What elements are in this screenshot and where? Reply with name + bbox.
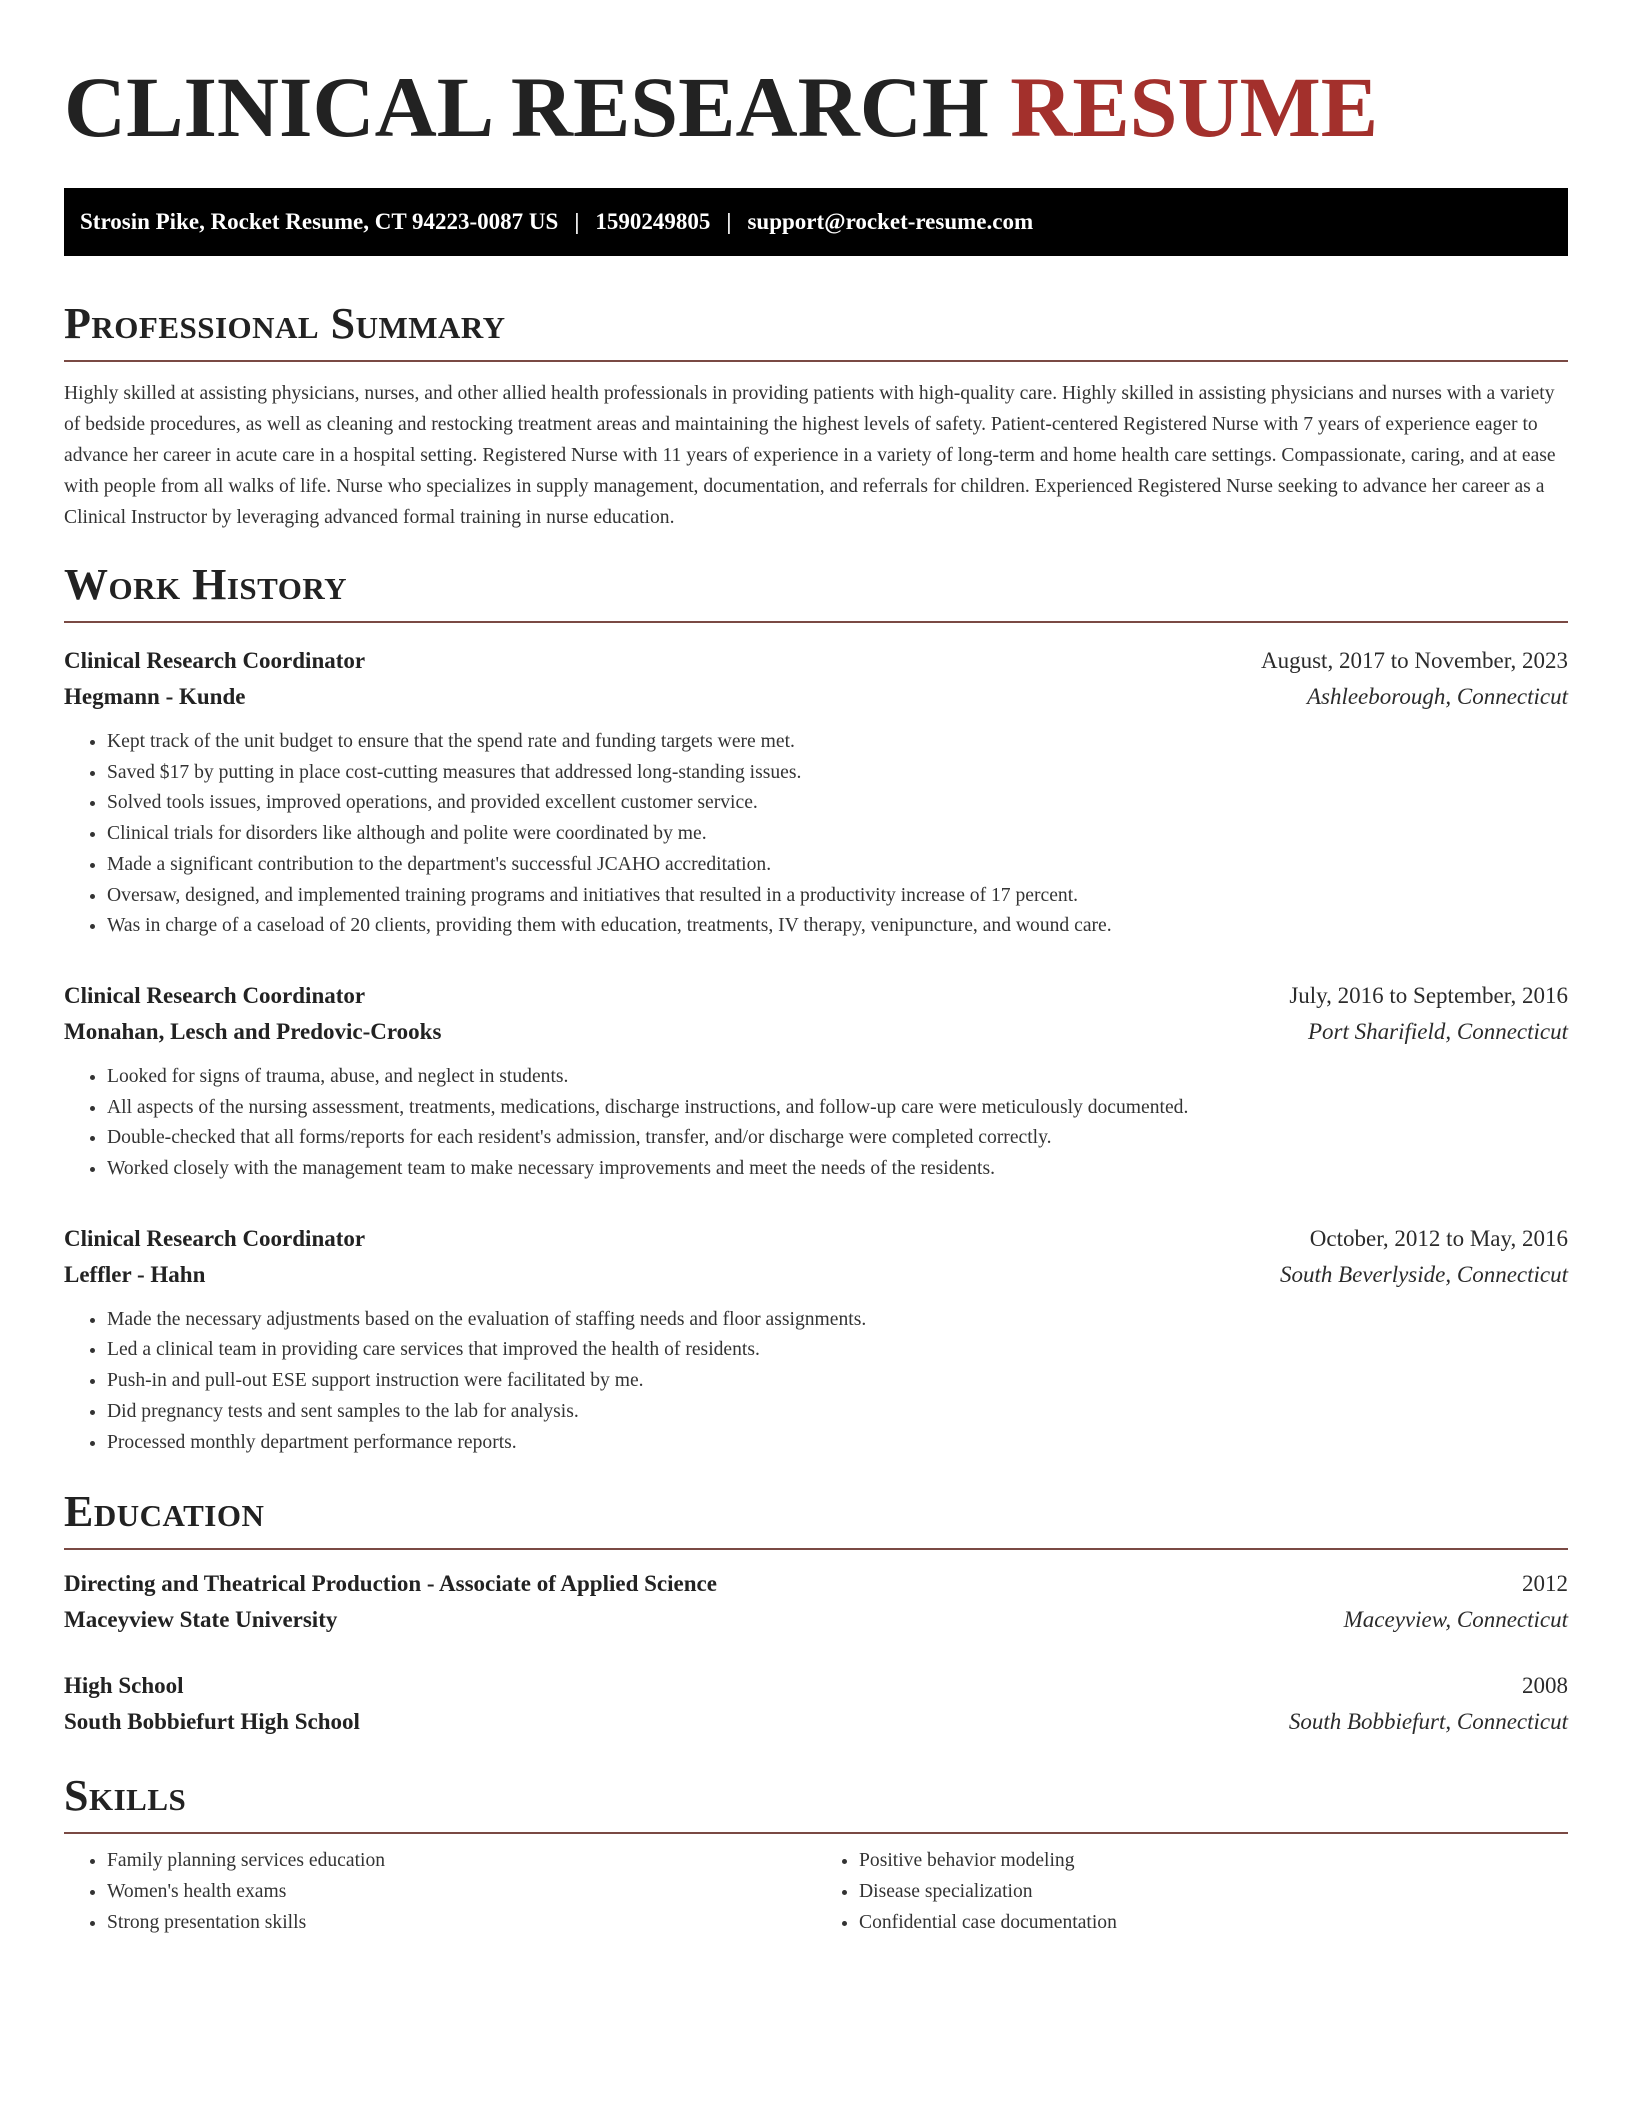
job-company-row	[64, 1257, 1568, 1293]
job-location: Ashleeborough, Connecticut	[1306, 684, 1568, 709]
job-company: Hegmann - Kunde	[64, 684, 246, 709]
education-entry	[64, 1566, 1568, 1638]
contact-email: support@rocket-resume.com	[747, 209, 1034, 234]
title-main: CLINICAL RESEARCH	[64, 59, 989, 155]
education-entry	[64, 1668, 1568, 1740]
list-item: • Looked for signs of trauma, abuse, and neglect in students.	[107, 1062, 1568, 1093]
education-header-row	[64, 1566, 1568, 1602]
job-dates: July, 2016 to September, 2016	[1289, 982, 1568, 1008]
section-divider	[64, 360, 1568, 362]
list-item: • Processed monthly department performance reports.	[107, 1428, 1568, 1459]
skill-item: • Positive behavior modeling	[859, 1846, 1568, 1877]
list-item: • Solved tools issues, improved operations, and provided excellent customer service.	[107, 788, 1568, 819]
education-section	[64, 1487, 1568, 1740]
job-company: Leffler - Hahn	[64, 1261, 206, 1287]
job-company-row	[64, 679, 1568, 715]
section-heading-work: Work History	[64, 560, 348, 609]
list-item: • Did pregnancy tests and sent samples to the lab for analysis.	[107, 1397, 1568, 1428]
education-header-row	[64, 1668, 1568, 1704]
education-year: 2012	[1522, 1571, 1568, 1597]
education-location: Maceyview, Connecticut	[1343, 1607, 1568, 1633]
section-heading-summary: Professional Summary	[64, 299, 506, 348]
list-item: • All aspects of the nursing assessment, treatments, medications, discharge instructions, and follow-up care were meticulously documented.	[107, 1093, 1568, 1124]
list-item: • Worked closely with the management team to make necessary improvements and meet the needs of the residents.	[107, 1154, 1568, 1185]
job-dates: October, 2012 to May, 2016	[1309, 1225, 1568, 1251]
education-school: South Bobbiefurt High School	[64, 1709, 360, 1735]
list-item: • Push-in and pull-out ESE support instruction were facilitated by me.	[107, 1366, 1568, 1397]
job-title: Clinical Research Coordinator	[64, 982, 366, 1008]
job-header-row	[64, 978, 1568, 1014]
skills-columns	[64, 1846, 1568, 1938]
education-degree: High School	[64, 1673, 184, 1699]
job-company-row	[64, 1014, 1568, 1050]
education-location: South Bobbiefurt, Connecticut	[1288, 1709, 1568, 1735]
skills-section	[64, 1771, 1568, 1938]
job-company: Monahan, Lesch and Predovic-Crooks	[64, 1018, 442, 1044]
job-header-row	[64, 643, 1568, 679]
education-school: Maceyview State University	[64, 1607, 338, 1633]
list-item: • Kept track of the unit budget to ensure that the spend rate and funding targets were met.	[107, 727, 1568, 758]
job-title: Clinical Research Coordinator	[64, 648, 366, 673]
job-bullets	[64, 727, 1568, 942]
job-dates: August, 2017 to November, 2023	[1261, 648, 1568, 673]
job-title: Clinical Research Coordinator	[64, 1225, 366, 1251]
title-accent: RESUME	[1010, 59, 1379, 155]
job-entry	[64, 643, 1568, 942]
list-item: • Oversaw, designed, and implemented training programs and initiatives that resulted in a productivity increase of 17 percent.	[107, 881, 1568, 912]
section-heading-skills: Skills	[64, 1771, 187, 1821]
section-divider	[64, 1832, 1568, 1834]
job-location: Port Sharifield, Connecticut	[1308, 1018, 1568, 1044]
list-item: • Made a significant contribution to the department's successful JCAHO accreditation.	[107, 850, 1568, 881]
job-bullets	[64, 1305, 1568, 1459]
section-heading-education: Education	[64, 1487, 265, 1537]
work-history-section	[64, 560, 1568, 1458]
summary-text: Highly skilled at assisting physicians, nurses, and other allied health professionals in providing patients with high-quality care. Highly skilled in assisting physicians and nurses with a variety of bedside procedures, as well as cleaning and restocking treatment areas and maintaining the highest levels of safety. Patient-centered Registered Nurse with 7 years of experience eager to advance her career in acute care in a hospital setting. Registered Nurse with 11 years of experience in a variety of long-term and home health care settings. Compassionate, caring, and at ease with people from all walks of life. Nurse who specializes in supply management, documentation, and referrals for children. Experienced Registered Nurse seeking to advance her career as a Clinical Instructor by leveraging advanced formal training in nurse education.	[64, 383, 1556, 528]
job-bullets	[64, 1062, 1568, 1185]
contact-bar	[64, 188, 1568, 256]
list-item: • Made the necessary adjustments based on the evaluation of staffing needs and floor assignments.	[107, 1305, 1568, 1336]
list-item: • Double-checked that all forms/reports for each resident's admission, transfer, and/or discharge were completed correctly.	[107, 1123, 1568, 1154]
skill-item: • Family planning services education	[107, 1846, 816, 1877]
education-year: 2008	[1522, 1673, 1568, 1699]
resume-title	[64, 56, 1568, 155]
job-location: South Beverlyside, Connecticut	[1279, 1261, 1568, 1287]
job-entry	[64, 978, 1568, 1185]
list-item: • Was in charge of a caseload of 20 clients, providing them with education, treatments, IV therapy, venipuncture, and wound care.	[107, 911, 1568, 942]
skills-list-right	[816, 1846, 1568, 1938]
skill-item: • Disease specialization	[859, 1877, 1568, 1908]
list-item: • Led a clinical team in providing care services that improved the health of residents.	[107, 1335, 1568, 1366]
contact-address: Strosin Pike, Rocket Resume, CT 94223-0087 US	[80, 209, 559, 234]
skill-item: • Women's health exams	[107, 1877, 816, 1908]
section-divider	[64, 621, 1568, 623]
job-entry	[64, 1221, 1568, 1459]
summary-section	[64, 299, 1568, 533]
skills-list-left	[64, 1846, 816, 1938]
skill-item: • Strong presentation skills	[107, 1908, 816, 1939]
contact-separator: |	[574, 209, 580, 234]
contact-phone: 1590249805	[595, 209, 711, 234]
education-degree: Directing and Theatrical Production - Associate of Applied Science	[64, 1571, 717, 1597]
contact-separator: |	[726, 209, 732, 234]
education-school-row	[64, 1602, 1568, 1638]
section-divider	[64, 1548, 1568, 1550]
list-item: • Saved $17 by putting in place cost-cutting measures that addressed long-standing issues.	[107, 758, 1568, 789]
skill-item: • Confidential case documentation	[859, 1908, 1568, 1939]
job-header-row	[64, 1221, 1568, 1257]
education-school-row	[64, 1704, 1568, 1740]
list-item: • Clinical trials for disorders like although and polite were coordinated by me.	[107, 819, 1568, 850]
